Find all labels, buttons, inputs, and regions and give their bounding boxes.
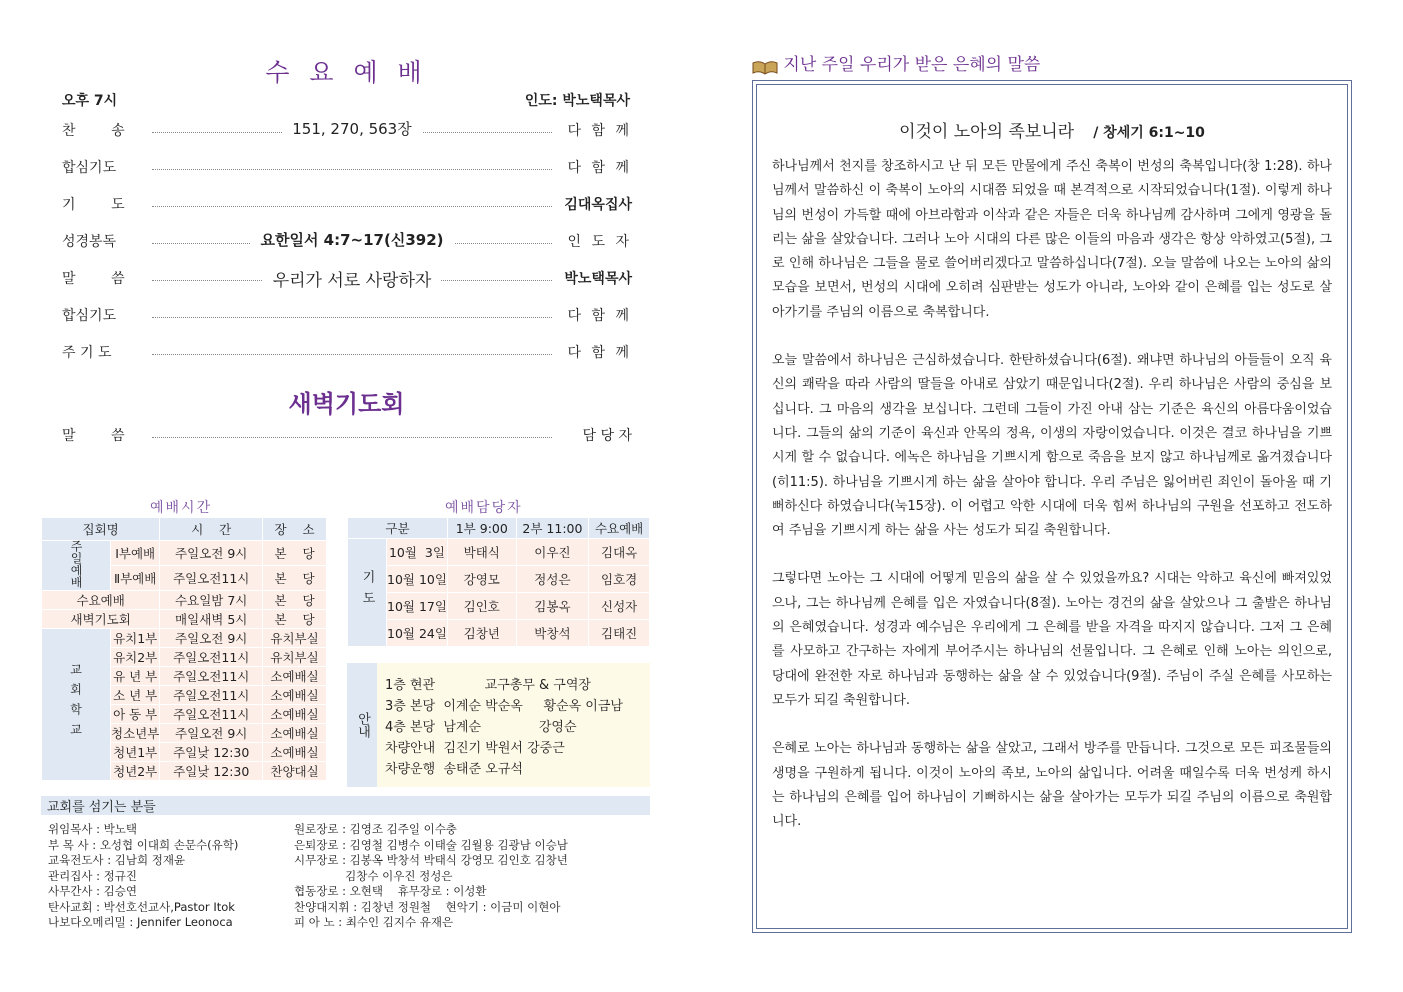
order-middle bbox=[152, 229, 552, 250]
table-row bbox=[348, 566, 650, 593]
cell-time: 주일오전11시 bbox=[160, 667, 263, 686]
cell-place: 소예배실 bbox=[263, 743, 327, 762]
cell-name: Ⅰ부예배 bbox=[111, 541, 160, 566]
duty-cell: 10월 17일 bbox=[387, 593, 448, 620]
guide-label bbox=[347, 663, 377, 787]
order-middle-text: 151, 270, 563장 bbox=[282, 120, 421, 138]
sunday-label bbox=[42, 541, 111, 591]
staff-line: 은퇴장로 : 김영철 김병수 이태술 김월용 김광남 이승남 bbox=[294, 837, 568, 852]
order-label: 합심기도 bbox=[62, 160, 117, 176]
duty-cell: 김태진 bbox=[589, 620, 650, 647]
duty-cell: 박창석 bbox=[516, 620, 589, 647]
sermon-paragraph: 그렇다면 노아는 그 시대에 어떻게 믿음의 삶을 살 수 있었을까요? 시대는 악하고 육신에 빠져있었으나, 그는 하나님께 은혜를 입은 자였습니다(8절). 노아는 경건의 삶을 살았으나 그 출발은 하나님의 은혜였습니다. 성경과 예수님은 우리에게 그 은혜를 받을 자격을 따지지 않습니다. 그저 그 은혜를 사모하고 간구하는 자에게 부어주시는 하나님의 선물입니다. 그 은혜로 인해 노아는 의인으로, 당대에 완전한 자로 하나님과 동행하는 삶을 살 수 있었습니다(9절). 주님이 주실 은혜를 사모하는 모두가 되길 축원합니다. bbox=[772, 571, 1332, 708]
duty-cell: 박태식 bbox=[447, 539, 516, 566]
wed-leader: 인도: 박노택목사 bbox=[524, 93, 630, 109]
order-row bbox=[62, 342, 632, 364]
col-header: 집회명 bbox=[42, 518, 160, 541]
cell-place: 찬양대실 bbox=[263, 762, 327, 781]
leader-dots bbox=[152, 206, 552, 207]
table-row bbox=[42, 610, 327, 629]
staff-right bbox=[294, 822, 568, 931]
leader-dots bbox=[152, 169, 552, 170]
prayer-label-text: 기도 bbox=[359, 569, 375, 612]
guide-line: 차량안내 김진기 박원서 강중근 bbox=[385, 741, 565, 756]
duty-cell: 정성은 bbox=[516, 566, 589, 593]
order-row bbox=[62, 305, 632, 327]
guide-line: 1층 현관 교구총무 & 구역장 bbox=[385, 678, 591, 693]
cell-name: 유 년 부 bbox=[111, 667, 160, 686]
order-row bbox=[62, 120, 632, 142]
cell-place: 소예배실 bbox=[263, 724, 327, 743]
duty-cell: 김창년 bbox=[447, 620, 516, 647]
sermon-body bbox=[772, 155, 1332, 858]
cell-name: 아 동 부 bbox=[111, 705, 160, 724]
cell-place: 유치부실 bbox=[263, 648, 327, 667]
order-right: 인 도 자 bbox=[567, 234, 632, 250]
duty-cell: 김대옥 bbox=[589, 539, 650, 566]
duty-cell: 10월 10일 bbox=[387, 566, 448, 593]
col-header: 장 소 bbox=[263, 518, 327, 541]
table-row bbox=[348, 620, 650, 647]
staff-line: 교육전도사 : 김남희 정재윤 bbox=[48, 853, 186, 867]
staff-line: 찬양대지휘 : 김창년 정원철 현악기 : 이금미 이현아 bbox=[294, 899, 561, 914]
guide-line: 차량운행 송태준 오규석 bbox=[385, 762, 523, 777]
duty-cell: 이우진 bbox=[516, 539, 589, 566]
duty-cell: 신성자 bbox=[589, 593, 650, 620]
cell-time: 주일오전 9시 bbox=[160, 724, 263, 743]
cell-place: 소예배실 bbox=[263, 667, 327, 686]
book-icon bbox=[752, 59, 778, 73]
col-header: 2부 11:00 bbox=[516, 518, 589, 539]
cell-time: 수요일밤 7시 bbox=[160, 591, 263, 610]
duty-cell: 김봉옥 bbox=[516, 593, 589, 620]
order-label: 합심기도 bbox=[62, 308, 117, 324]
staff-line: 나보다오메리밀 : Jennifer Leonoca bbox=[48, 915, 233, 929]
cell-name: 수요예배 bbox=[42, 591, 160, 610]
order-label: 기 도 bbox=[62, 197, 125, 213]
table-row bbox=[348, 539, 650, 566]
order-row bbox=[62, 268, 632, 290]
cell-time: 매일새벽 5시 bbox=[160, 610, 263, 629]
guide-label-text: 안내 bbox=[355, 712, 370, 738]
cell-place: 유치부실 bbox=[263, 629, 327, 648]
order-row bbox=[62, 231, 632, 253]
sermon-section-title: 지난 주일 우리가 받은 은혜의 말씀 bbox=[783, 55, 1041, 75]
col-header: 수요예배 bbox=[589, 518, 650, 539]
staff-line: 관리집사 : 정규진 bbox=[48, 868, 137, 883]
sunday-label-text: 주일예배 bbox=[69, 540, 83, 588]
cell-place: 소예배실 bbox=[263, 705, 327, 724]
dawn-title: 새벽기도회 bbox=[288, 389, 405, 418]
sermon-section-header bbox=[752, 50, 1040, 75]
sermon-paragraph: 오늘 말씀에서 하나님은 근심하셨습니다. 한탄하셨습니다(6절). 왜냐면 하나님의 아들들이 오직 육신의 쾌락을 따라 사람의 딸들을 아내로 삼았기 때문입니다(2절). 우리 하나님은 사람의 중심을 보십니다. 그 마음의 생각을 보십니다. 그런데 그들이 가진 아내 삼는 기준은 육신의 아름다움이었습니다. 그들의 삶의 기준이 육신과 안목의 정욕, 이생의 자랑이었습니다. 이것은 결코 하나님을 기쁘시게 할 수 없습니다. 에녹은 하나님을 기쁘시게 함으로 죽음을 보지 않고 하나님께로 옮겨졌습니다(히11:5). 하나님을 기쁘시게 하는 삶을 살아야 합니다. 우리 주님은 잃어버린 죄인이 돌아올 때 기뻐하신다 하였습니다(눅15장). 이 어렵고 악한 시대에 더욱 힘써 하나님의 구원을 선포하고 전도하여 주님을 기쁘시게 하는 삶을 사는 성도가 되길 축원합니다. bbox=[772, 353, 1332, 539]
staff-line: 탄사교회 : 박선호선교사,Pastor Itok bbox=[48, 899, 235, 914]
staff-heading-bar bbox=[41, 796, 650, 815]
sermon-paragraph: 은혜로 노아는 하나님과 동행하는 삶을 살았고, 그래서 방주를 만듭니다. 그것으로 모든 피조물들의 생명을 구원하게 됩니다. 이것이 노아의 족보, 노아의 삶입니다. 어려울 때일수록 더욱 번성케 하시는 하나님의 은혜를 입어 하나님이 기뻐하시는 삶을 살아가는 모두가 되길 주님의 이름으로 축원합니다. bbox=[772, 741, 1332, 830]
cell-name: Ⅱ부예배 bbox=[111, 566, 160, 591]
order-label: 주 기 도 bbox=[62, 345, 112, 361]
duty-cell: 김인호 bbox=[447, 593, 516, 620]
cell-place: 본 당 bbox=[263, 591, 327, 610]
leader-dots bbox=[152, 354, 552, 355]
staff-line: 위임목사 : 박노택 bbox=[48, 822, 137, 836]
dawn-right: 담 당 자 bbox=[582, 428, 632, 444]
wed-title: 수 요 예 배 bbox=[265, 58, 428, 87]
order-middle-text: 요한일서 4:7~17(신392) bbox=[250, 231, 453, 249]
prayer-label bbox=[348, 539, 387, 647]
duty-cell: 임호경 bbox=[589, 566, 650, 593]
staff-line: 사무간사 : 김승연 bbox=[48, 884, 137, 898]
leader-dots bbox=[152, 437, 552, 438]
col-header: 구분 bbox=[348, 518, 448, 539]
cell-time: 주일오전11시 bbox=[160, 648, 263, 667]
table-row bbox=[42, 629, 327, 648]
order-right: 다 함 께 bbox=[567, 345, 632, 361]
cell-name: 청년2부 bbox=[111, 762, 160, 781]
wed-time: 오후 7시 bbox=[62, 93, 118, 109]
cell-place: 본 당 bbox=[263, 541, 327, 566]
order-middle bbox=[152, 266, 552, 291]
cell-place: 본 당 bbox=[263, 610, 327, 629]
cell-time: 주일오전 9시 bbox=[160, 629, 263, 648]
cell-time: 주일오전11시 bbox=[160, 566, 263, 591]
cell-name: 유치1부 bbox=[111, 629, 160, 648]
staff-line: 부 목 사 : 오성협 이대희 손문수(유학) bbox=[48, 837, 239, 852]
cell-name: 소 년 부 bbox=[111, 686, 160, 705]
schedule-table bbox=[41, 517, 327, 781]
guide-box bbox=[347, 663, 650, 787]
duty-cell: 10월 3일 bbox=[387, 539, 448, 566]
guide-line: 3층 본당 이계순 박순옥 황순옥 이금남 bbox=[385, 699, 623, 714]
dawn-label: 말 씀 bbox=[62, 428, 125, 444]
order-row bbox=[62, 157, 632, 179]
table-row bbox=[348, 593, 650, 620]
staff-line: 피 아 노 : 최수인 김지수 유재은 bbox=[294, 915, 454, 929]
cell-name: 새벽기도회 bbox=[42, 610, 160, 629]
duty-cell: 10월 24일 bbox=[387, 620, 448, 647]
col-header: 1부 9:00 bbox=[447, 518, 516, 539]
order-middle-text: 우리가 서로 사랑하자 bbox=[263, 271, 442, 291]
staff-line: 김창수 이우진 정성은 bbox=[294, 868, 453, 883]
school-label-text: 교회학교 bbox=[68, 663, 83, 743]
cell-name: 청소년부 bbox=[111, 724, 160, 743]
staff-line: 시무장로 : 김봉옥 박창석 박태식 강영모 김인호 김창년 bbox=[294, 853, 568, 867]
duty-table bbox=[347, 517, 650, 647]
order-row bbox=[62, 194, 632, 216]
order-middle bbox=[152, 118, 552, 139]
table-row bbox=[42, 591, 327, 610]
staff-heading: 교회를 섬기는 분들 bbox=[47, 800, 156, 815]
cell-time: 주일오전11시 bbox=[160, 686, 263, 705]
order-right: 박노택목사 bbox=[564, 271, 632, 287]
guide-line: 4층 본당 남계순 강영순 bbox=[385, 720, 577, 735]
duty-heading: 예배담당자 bbox=[445, 500, 523, 516]
staff-line: 원로장로 : 김영조 김주일 이수충 bbox=[294, 822, 457, 836]
sermon-paragraph: 하나님께서 천지를 창조하시고 난 뒤 모든 만물에게 주신 축복이 번성의 축복입니다(창 1:28). 하나님께서 말씀하신 이 축복이 노아의 시대쯤 되었을 때 본격적으로 시작되었습니다(1절). 이렇게 하나님의 번성이 가득할 때에 아브라함과 이삭과 같은 자들은 더욱 하나님께 감사하며 그에게 영광을 돌리는 삶을 살았습니다. 그러나 노아 시대의 다른 많은 이들의 마음과 생각은 항상 악하였고(5절), 그로 인해 하나님은 그들을 물로 쓸어버리겠다고 말씀하십니다(7절). 오늘 말씀에 나오는 노아의 삶의 모습을 보면서, 번성의 시대에 오히려 심판받는 성도가 아니라, 노아와 같이 은혜를 입는 성도로 살아가기를 주님의 이름으로 축복합니다. bbox=[772, 159, 1332, 320]
sermon-title: 이것이 노아의 족보니라 bbox=[899, 122, 1075, 142]
cell-time: 주일낮 12:30 bbox=[160, 743, 263, 762]
cell-place: 본 당 bbox=[263, 566, 327, 591]
cell-place: 소예배실 bbox=[263, 686, 327, 705]
cell-time: 주일오전11시 bbox=[160, 705, 263, 724]
table-row bbox=[42, 541, 327, 566]
col-header: 시 간 bbox=[160, 518, 263, 541]
cell-time: 주일오전 9시 bbox=[160, 541, 263, 566]
schedule-heading: 예배시간 bbox=[150, 500, 213, 516]
order-right: 다 함 께 bbox=[567, 123, 632, 139]
guide-lines bbox=[385, 675, 623, 780]
order-right: 다 함 께 bbox=[567, 160, 632, 176]
sermon-reference: / 창세기 6:1~10 bbox=[1093, 125, 1205, 141]
order-right: 김대옥집사 bbox=[564, 197, 632, 213]
school-label bbox=[42, 629, 111, 781]
sermon-title-line bbox=[752, 117, 1352, 142]
cell-name: 청년1부 bbox=[111, 743, 160, 762]
order-label: 찬 송 bbox=[62, 123, 125, 139]
order-label: 말 씀 bbox=[62, 271, 125, 287]
staff-line: 협동장로 : 오현택 휴무장로 : 이성환 bbox=[294, 884, 487, 898]
dawn-row bbox=[62, 425, 632, 447]
order-label: 성경봉독 bbox=[62, 234, 117, 250]
duty-cell: 강영모 bbox=[447, 566, 516, 593]
leader-dots bbox=[152, 317, 552, 318]
cell-name: 유치2부 bbox=[111, 648, 160, 667]
cell-time: 주일낮 12:30 bbox=[160, 762, 263, 781]
staff-left bbox=[48, 822, 238, 931]
order-right: 다 함 께 bbox=[567, 308, 632, 324]
